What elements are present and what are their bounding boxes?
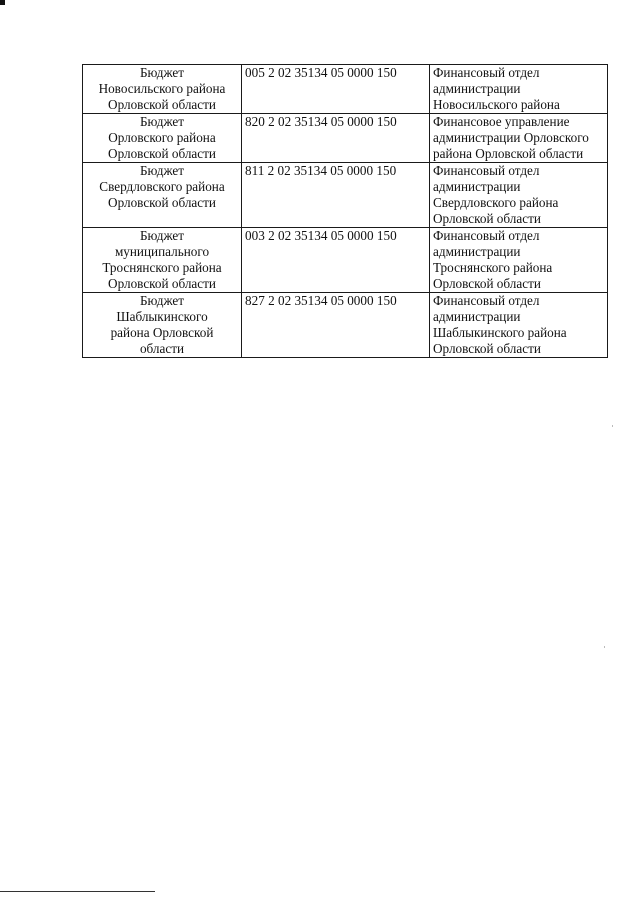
budget-name-line: Орловской области [108,97,216,112]
budget-name-line: Орловской области [108,195,216,210]
budget-name-line: Троснянского района [102,260,222,275]
administrator-line: Свердловского района [433,195,559,210]
administrator-line: администрации [433,179,521,194]
budget-name-line: Орловского района [108,130,216,145]
budget-code: 811 2 02 35134 05 0000 150 [245,163,397,178]
budget-name-line: Бюджет [139,114,185,129]
budget-name-line: района Орловской [110,325,214,340]
table-row [83,293,608,358]
footnote-rule [0,891,155,892]
administrator-line: администрации [433,244,521,259]
administrator-line: администрации [433,81,521,96]
administrator-line: Новосильского района [433,97,560,112]
budget-name-line: Бюджет [139,163,185,178]
budget-code-cell [242,293,430,358]
scan-speck [604,646,605,648]
budget-name-line: Бюджет [139,65,185,80]
budget-name-line: Бюджет [139,228,185,243]
administrator-cell [430,163,608,228]
budget-name-line: муниципального [114,244,210,259]
table-row [83,114,608,163]
budget-name-line: Свердловского района [99,179,225,194]
budget-name-line: Новосильского района [98,81,226,96]
administrator-line: Орловской области [433,341,541,356]
budget-name-cell [83,293,242,358]
administrator-line: администрации [433,309,521,324]
table-row [83,228,608,293]
budget-name-cell [83,114,242,163]
administrator-cell [430,65,608,114]
budget-code-cell [242,114,430,163]
budget-name-cell [83,65,242,114]
budget-name-line: Орловской области [108,146,216,161]
administrator-cell [430,228,608,293]
budget-name-line: Орловской области [108,276,216,291]
table-row [83,163,608,228]
administrator-line: Финансовый отдел [433,163,540,178]
administrator-line: Орловской области [433,211,541,226]
administrator-line: Финансовый отдел [433,65,540,80]
budget-name-cell [83,228,242,293]
table-row [83,65,608,114]
administrator-line: Финансовый отдел [433,293,540,308]
budget-table [82,64,608,358]
budget-name-line: Бюджет [139,293,185,308]
budget-name-cell [83,163,242,228]
budget-code-cell [242,163,430,228]
administrator-line: района Орловской области [433,146,584,161]
budget-code: 005 2 02 35134 05 0000 150 [245,65,397,80]
budget-name-line: области [139,341,185,356]
budget-code: 827 2 02 35134 05 0000 150 [245,293,397,308]
budget-code: 820 2 02 35134 05 0000 150 [245,114,397,129]
administrator-line: Троснянского района [433,260,553,275]
budget-code-cell [242,228,430,293]
administrator-line: Финансовое управление [433,114,570,129]
budget-code: 003 2 02 35134 05 0000 150 [245,228,397,243]
budget-name-line: Шаблыкинского [116,309,208,324]
administrator-line: Финансовый отдел [433,228,540,243]
administrator-line: Орловской области [433,276,541,291]
administrator-cell [430,114,608,163]
administrator-line: Шаблыкинского района [433,325,567,340]
administrator-cell [430,293,608,358]
scan-speck [612,425,613,427]
budget-code-cell [242,65,430,114]
scan-corner-mark [0,0,5,5]
administrator-line: администрации Орловского [433,130,589,145]
